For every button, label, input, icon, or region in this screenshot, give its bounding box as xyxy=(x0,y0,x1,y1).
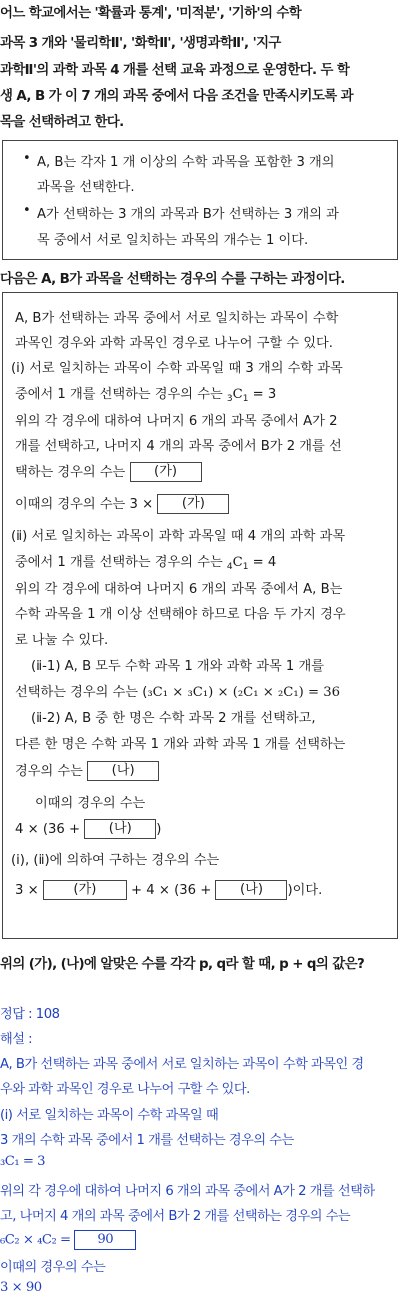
condition-line: A, B는 각자 1 개 이상의 수학 과목을 포함한 3 개의 xyxy=(37,155,335,170)
condition-line: 과목을 선택한다. xyxy=(37,180,135,195)
explain-line: 위의 각 경우에 대하여 나머지 6 개의 과목 중에서 A가 2 개를 선택하 xyxy=(0,1184,375,1199)
explain-line: 이때의 경우의 수는 xyxy=(0,1260,106,1275)
explain-line: 우와 과학 과목인 경우로 나누어 구할 수 있다. xyxy=(0,1082,250,1097)
question: 위의 (가), (나)에 알맞은 수를 각각 p, q라 할 때, p + q의 값은? xyxy=(0,957,365,972)
process-line: (ⅱ-1) A, B 모두 수학 과목 1 개와 과학 과목 1 개를 xyxy=(31,659,324,674)
intro-line: 과목 3 개와 '물리학Ⅱ', '화학Ⅱ', '생명과학Ⅱ', '지구 xyxy=(0,36,281,51)
blank-ga: (가) xyxy=(43,880,127,900)
blank-na: (나) xyxy=(84,819,156,839)
process-line: 개를 선택하고, 나머지 4 개의 과목 중에서 B가 2 개를 선 xyxy=(15,439,342,454)
process-line: (ⅰ), (ⅱ)에 의하여 구하는 경우의 수는 xyxy=(11,853,220,868)
process-line xyxy=(15,461,202,482)
process-line: (ⅱ-2) A, B 중 한 명은 수학 과목 2 개를 선택하고, xyxy=(31,711,316,726)
process-line: 위의 각 경우에 대하여 나머지 6 개의 과목 중에서 A가 2 xyxy=(15,414,338,429)
answer-label: 정답 : 108 xyxy=(0,1007,60,1022)
intro-line: 생 A, B 가 이 7 개의 과목 중에서 다음 조건을 만족시키도록 과 xyxy=(0,89,353,104)
math-result: = 4 xyxy=(248,555,277,570)
explain-label: 해설 : xyxy=(0,1032,33,1047)
process-line: 수학 과목을 1 개 이상 선택해야 하므로 다음 두 가지 경우 xyxy=(15,607,346,622)
explain-math: 3 × 90 xyxy=(0,1280,42,1295)
condition-bullet: • xyxy=(23,151,31,166)
process-line xyxy=(15,760,159,781)
process-line xyxy=(15,493,229,514)
math-subscript: 1 xyxy=(242,562,249,572)
process-line: (ⅰ) 서로 일치하는 과목이 수학 과목일 때 3 개의 수학 과목 xyxy=(11,361,343,376)
process-line xyxy=(15,681,340,700)
process-text: 경우의 수는 xyxy=(15,764,83,779)
explain-math xyxy=(0,1230,136,1250)
process-line: 이때의 경우의 수는 xyxy=(35,796,146,811)
process-line: 위의 각 경우에 대하여 나머지 6 개의 과목 중에서 A, B는 xyxy=(15,582,343,597)
intro-line: 과학Ⅱ'의 과학 과목 4 개를 선택 교육 과정으로 운영한다. 두 학 xyxy=(0,63,350,78)
intro-line: 목을 선택하려고 한다. xyxy=(0,115,124,130)
process-box xyxy=(2,292,398,939)
process-text: 중에서 1 개를 선택하는 경우의 수는 xyxy=(15,387,227,402)
close-paren: ) xyxy=(156,822,162,837)
condition-bullet: • xyxy=(23,203,31,218)
process-line: 과목인 경우와 과학 과목인 경우로 나누어 구할 수 있다. xyxy=(15,336,333,351)
math-symbol: C xyxy=(232,555,243,570)
blank-ga: (가) xyxy=(157,494,229,514)
process-line xyxy=(15,819,161,839)
process-line: 로 나눌 수 있다. xyxy=(15,633,109,648)
process-line: 다른 한 명은 수학 과목 1 개와 과학 과목 1 개를 선택하는 xyxy=(15,737,346,752)
process-line: A, B가 선택하는 과목 중에서 서로 일치하는 과목이 수학 xyxy=(15,311,339,326)
explain-line: A, B가 선택하는 과목 중에서 서로 일치하는 과목이 수학 과목인 경 xyxy=(0,1057,364,1072)
process-line: (ⅱ) 서로 일치하는 과목이 과학 과목일 때 4 개의 과학 과목 xyxy=(11,529,346,544)
process-text: 이때의 경우의 수는 3 × xyxy=(15,497,154,512)
explain-math: ₃C₁ = 3 xyxy=(0,1154,45,1169)
math-expression: ₃C₁ × ₃C₁) × (₂C₁ × ₂C₁) = 36 xyxy=(147,685,340,700)
process-text: 4 × (36 + xyxy=(15,822,80,837)
math-result: = 3 xyxy=(248,387,277,402)
process-text: 선택하는 경우의 수는 ( xyxy=(15,685,148,700)
process-line xyxy=(15,879,322,900)
process-text: 택하는 경우의 수는 xyxy=(15,465,126,480)
math-subscript: 3 xyxy=(226,394,233,404)
intro-line: 어느 학교에서는 '확률과 통계', '미적분', '기하'의 수학 xyxy=(0,6,302,21)
blank-na: (나) xyxy=(87,761,159,781)
process-text: 3 × xyxy=(15,883,39,898)
process-text: )이다. xyxy=(287,883,323,898)
explain-line: (ⅰ) 서로 일치하는 과목이 수학 과목일 때 xyxy=(0,1108,219,1123)
explain-math-text: ₆C₂ × ₄C₂ = xyxy=(0,1232,71,1248)
blank-ga: (가) xyxy=(130,462,202,482)
process-text: + 4 × (36 + xyxy=(131,883,212,898)
condition-line: A가 선택하는 3 개의 과목과 B가 선택하는 3 개의 과 xyxy=(37,207,339,222)
process-line xyxy=(15,383,276,404)
process-line xyxy=(15,551,276,572)
blank-na: (나) xyxy=(215,880,287,900)
process-text: 중에서 1 개를 선택하는 경우의 수는 xyxy=(15,555,227,570)
math-symbol: C xyxy=(232,387,243,402)
conditions-box xyxy=(2,140,398,260)
explain-line: 고, 나머지 4 개의 과목 중에서 B가 2 개를 선택하는 경우의 수는 xyxy=(0,1209,351,1224)
math-subscript: 4 xyxy=(226,562,233,572)
process-intro: 다음은 A, B가 과목을 선택하는 경우의 수를 구하는 과정이다. xyxy=(0,272,345,287)
math-subscript: 1 xyxy=(242,394,249,404)
condition-line: 목 중에서 서로 일치하는 과목의 개수는 1 이다. xyxy=(37,233,309,248)
answer-box: 90 xyxy=(74,1230,136,1250)
explain-line: 3 개의 수학 과목 중에서 1 개를 선택하는 경우의 수는 xyxy=(0,1133,294,1148)
